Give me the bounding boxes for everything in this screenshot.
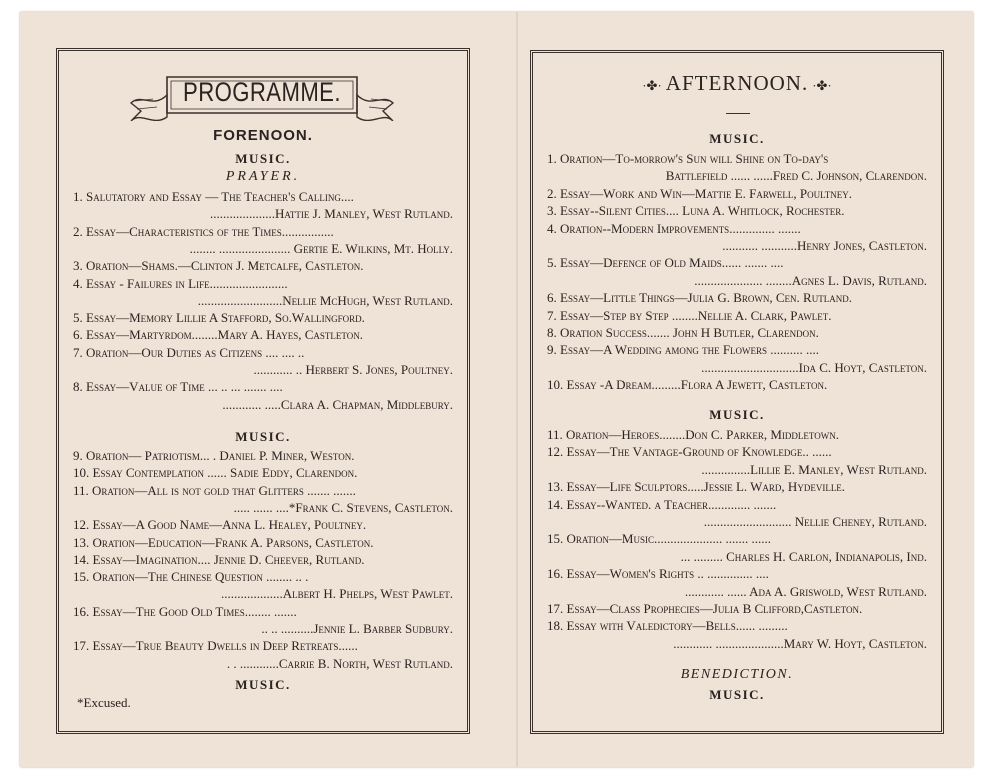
programme-entry: 3. Oration—Shams.—Clinton J. Metcalfe, Castleton. bbox=[73, 258, 364, 274]
programme-entry: 10. Essay -A Dream.........Flora A Jewett, Castleton. bbox=[547, 377, 828, 393]
programme-entry: 7. Essay—Step by Step ........Nellie A. Clark, Pawlet. bbox=[547, 307, 832, 323]
programme-entry: 5. Essay—Defence of Old Maids...... ....... .... bbox=[547, 255, 784, 271]
programme-entry: ..................... ........Agnes L. Davis, Rutland. bbox=[694, 272, 927, 288]
programme-entry: ........................... Nellie Cheney, Rutland. bbox=[703, 514, 927, 529]
programme-entry: 15. Oration—Music..................... ....... ...... bbox=[547, 531, 771, 547]
programme-entry: 2. Essay—Work and Win—Mattie E. Farwell, Poultney. bbox=[547, 185, 853, 201]
programme-entry: 6. Essay—Little Things—Julia G. Brown, Cen. Rutland. bbox=[547, 290, 852, 306]
programme-title: PROGRAMME. bbox=[183, 77, 341, 107]
programme-entry: .. .. ..........Jennie L. Barber Sudbury. bbox=[261, 621, 453, 636]
programme-entry: 16. Essay—The Good Old Times........ ....... bbox=[73, 603, 297, 619]
programme-entry: 8. Oration Success....... John H Butler, Clarendon. bbox=[547, 325, 819, 340]
prayer-heading: PRAYER. bbox=[225, 169, 301, 184]
music-heading-3: MUSIC. bbox=[709, 687, 765, 702]
programme-entry: 13. Essay—Life Sculptors.....Jessie L. Ward, Hydeville. bbox=[547, 479, 846, 495]
programme-entry: 12. Essay—A Good Name—Anna L. Healey, Poultney. bbox=[73, 517, 367, 533]
programme-entry: 11. Oration—All is not gold that Glitters ....... ....... bbox=[73, 482, 356, 498]
programme-entry: 4. Essay - Failures in Life........................ bbox=[73, 275, 288, 291]
programme-entry: ...............Lillie E. Manley, West Rutland. bbox=[701, 461, 927, 477]
afternoon-title-row bbox=[533, 71, 941, 96]
programme-entry: 14. Essay—Imagination.... Jennie D. Cheever, Rutland. bbox=[73, 551, 365, 567]
programme-entry: 1. Oration—To-morrow's Sun will Shine on To-day's bbox=[547, 151, 829, 166]
music-heading: MUSIC. bbox=[709, 131, 765, 146]
center-fold bbox=[516, 12, 518, 767]
programme-entry: 7. Oration—Our Duties as Citizens .... .... .. bbox=[73, 344, 305, 360]
programme-entry: 5. Essay—Memory Lillie A Stafford, So.Wallingford. bbox=[73, 310, 365, 326]
programme-entry: 10. Essay Contemplation ...... Sadie Eddy, Clarendon. bbox=[73, 465, 358, 481]
programme-entry: ............ .....Clara A. Chapman, Middlebury. bbox=[222, 396, 453, 412]
programme-entry: 1. Salutatory and Essay — The Teacher's Calling.... bbox=[73, 189, 354, 204]
programme-entry: ............ .. Herbert S. Jones, Poultney. bbox=[253, 362, 453, 377]
title-divider bbox=[726, 113, 750, 114]
programme-entry: 13. Oration—Education—Frank A. Parsons, Castleton. bbox=[73, 534, 374, 550]
programme-entry: ..........................Nellie McHugh, West Rutland. bbox=[197, 292, 453, 308]
left-ornament-icon: ·✤· bbox=[642, 78, 662, 93]
programme-entry: 4. Oration--Modern Improvements.............. ....... bbox=[547, 220, 801, 236]
programme-entry: 16. Essay—Women's Rights .. .............. .... bbox=[547, 566, 769, 582]
benediction-heading: BENEDICTION. bbox=[680, 667, 794, 682]
programme-entry: ... ......... Charles H. Carlon, Indianapolis, Ind. bbox=[680, 548, 927, 564]
programme-entry: ........ ...................... Gertie E. Wilkins, Mt. Holly. bbox=[189, 240, 453, 256]
excused-note: *Excused. bbox=[77, 695, 131, 710]
programme-entry: 15. Oration—The Chinese Question ........ .. . bbox=[73, 569, 309, 585]
music-heading-3: MUSIC. bbox=[235, 677, 291, 692]
afternoon-title: AFTERNOON. bbox=[665, 71, 809, 95]
programme-entry: 8. Essay—Value of Time ... .. ... ....... .... bbox=[73, 379, 283, 395]
afternoon-panel bbox=[530, 50, 944, 734]
programme-entry: ..... ...... ....*Frank C. Stevens, Castleton. bbox=[233, 499, 453, 515]
programme-entry: ............ ...... Ada A. Griswold, West Rutland. bbox=[684, 583, 927, 599]
programme-entry: 14. Essay--Wanted. a Teacher............. ....... bbox=[547, 496, 777, 512]
music-heading: MUSIC. bbox=[235, 151, 291, 166]
programme-entry: ............ .....................Mary W. Hoyt, Castleton. bbox=[673, 635, 927, 651]
right-ornament-icon: ·✤· bbox=[812, 78, 832, 93]
programme-entry: ..............................Ida C. Hoyt, Castleton. bbox=[701, 359, 927, 375]
programme-entry: ...................Albert H. Phelps, West Pawlet. bbox=[220, 586, 453, 602]
programme-entry: . . ............Carrie B. North, West Rutland. bbox=[226, 655, 453, 671]
programme-entry: 9. Oration— Patriotism... . Daniel P. Miner, Weston. bbox=[73, 448, 355, 463]
programme-entry: Battlefield ...... ......Fred C. Johnson, Clarendon. bbox=[665, 168, 927, 184]
programme-entry: 17. Essay—True Beauty Dwells in Deep Retreats...... bbox=[73, 638, 358, 654]
music-heading-2: MUSIC. bbox=[235, 429, 291, 444]
programme-entry: 11. Oration—Heroes........Don C. Parker, Middletown. bbox=[547, 427, 839, 442]
programme-entry: 17. Essay—Class Prophecies—Julia B Clifford,Castleton. bbox=[547, 601, 863, 616]
programme-entry: 3. Essay--Silent Cities.... Luna A. Whitlock, Rochester. bbox=[547, 203, 845, 219]
programme-sheet bbox=[20, 12, 973, 767]
programme-entry: 2. Essay—Characteristics of the Times................ bbox=[73, 223, 334, 239]
programme-entry: 12. Essay—The Vantage-Ground of Knowledge.. ...... bbox=[547, 444, 832, 460]
programme-banner bbox=[123, 65, 401, 121]
forenoon-panel bbox=[56, 48, 470, 734]
programme-entry: ........... ...........Henry Jones, Castleton. bbox=[722, 238, 927, 253]
programme-entry: 9. Essay—A Wedding among the Flowers .......... .... bbox=[547, 342, 820, 358]
programme-entry: 6. Essay—Martyrdom........Mary A. Hayes, Castleton. bbox=[73, 327, 363, 343]
forenoon-heading: FORENOON. bbox=[213, 127, 313, 144]
music-heading-2: MUSIC. bbox=[709, 407, 765, 422]
programme-entry: ....................Hattie J. Manley, West Rutland. bbox=[210, 206, 453, 222]
programme-entry: 18. Essay with Valedictory—Bells...... ......... bbox=[547, 618, 788, 634]
